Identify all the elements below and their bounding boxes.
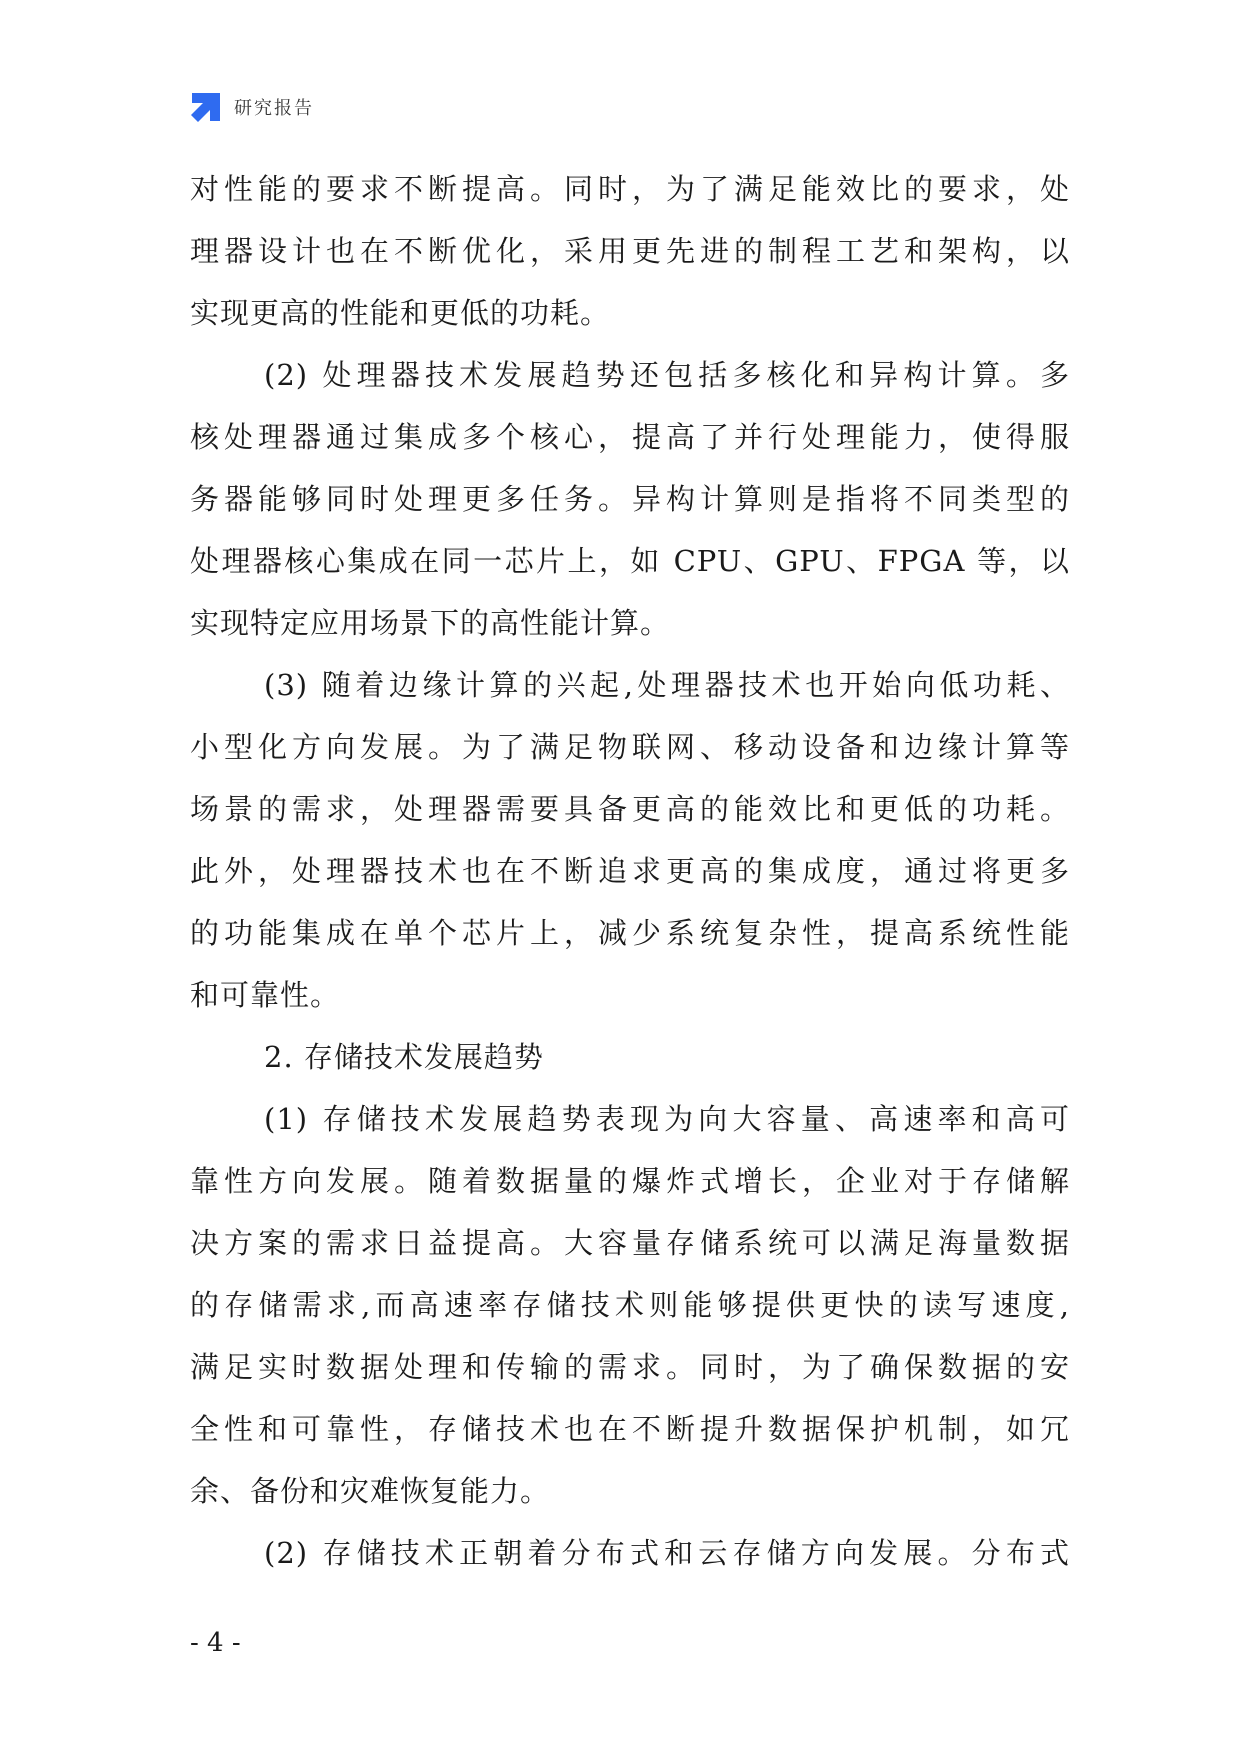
text-line: 余、备份和灾难恢复能力。: [190, 1474, 551, 1508]
text-line: (2) 处理器技术发展趋势还包括多核化和异构计算。多: [264, 358, 1070, 392]
text-line: 场景的需求，处理器需要具备更高的能效比和更低的功耗。: [190, 792, 1070, 826]
text-line: 决方案的需求日益提高。大容量存储系统可以满足海量数据: [190, 1226, 1070, 1260]
text-line: 处理器核心集成在同一芯片上，如 CPU、GPU、FPGA 等，以: [190, 544, 1070, 578]
text-line: 和可靠性。: [190, 978, 341, 1012]
header-title: 研究报告: [234, 98, 314, 119]
text-line: 全性和可靠性，存储技术也在不断提升数据保护机制，如冗: [190, 1412, 1070, 1446]
logo-arrow-icon: [190, 91, 222, 123]
text-line: 务器能够同时处理更多任务。异构计算则是指将不同类型的: [190, 482, 1070, 516]
document-body: [190, 158, 1070, 1584]
text-line: 此外，处理器技术也在不断追求更高的集成度，通过将更多: [190, 854, 1070, 888]
text-line: 理器设计也在不断优化，采用更先进的制程工艺和架构，以: [190, 234, 1070, 268]
text-line: 小型化方向发展。为了满足物联网、移动设备和边缘计算等: [190, 730, 1070, 764]
text-line: 实现特定应用场景下的高性能计算。: [190, 606, 671, 640]
text-line: (3) 随着边缘计算的兴起,处理器技术也开始向低功耗、: [264, 668, 1070, 702]
page-header: [190, 90, 314, 124]
text-line: 的功能集成在单个芯片上，减少系统复杂性，提高系统性能: [190, 916, 1070, 950]
page-number: - 4 -: [190, 1628, 241, 1658]
text-line: 核处理器通过集成多个核心，提高了并行处理能力，使得服: [190, 420, 1070, 454]
text-line: (2) 存储技术正朝着分布式和云存储方向发展。分布式: [264, 1536, 1070, 1570]
text-line: 满足实时数据处理和传输的需求。同时，为了确保数据的安: [190, 1350, 1070, 1384]
text-line: 实现更高的性能和更低的功耗。: [190, 296, 611, 330]
text-line: 对性能的要求不断提高。同时，为了满足能效比的要求，处: [190, 172, 1070, 206]
text-line: 的存储需求,而高速率存储技术则能够提供更快的读写速度,: [190, 1288, 1070, 1322]
section-heading: 2. 存储技术发展趋势: [264, 1040, 544, 1074]
text-line: (1) 存储技术发展趋势表现为向大容量、高速率和高可: [264, 1102, 1070, 1136]
text-line: 靠性方向发展。随着数据量的爆炸式增长，企业对于存储解: [190, 1164, 1070, 1198]
